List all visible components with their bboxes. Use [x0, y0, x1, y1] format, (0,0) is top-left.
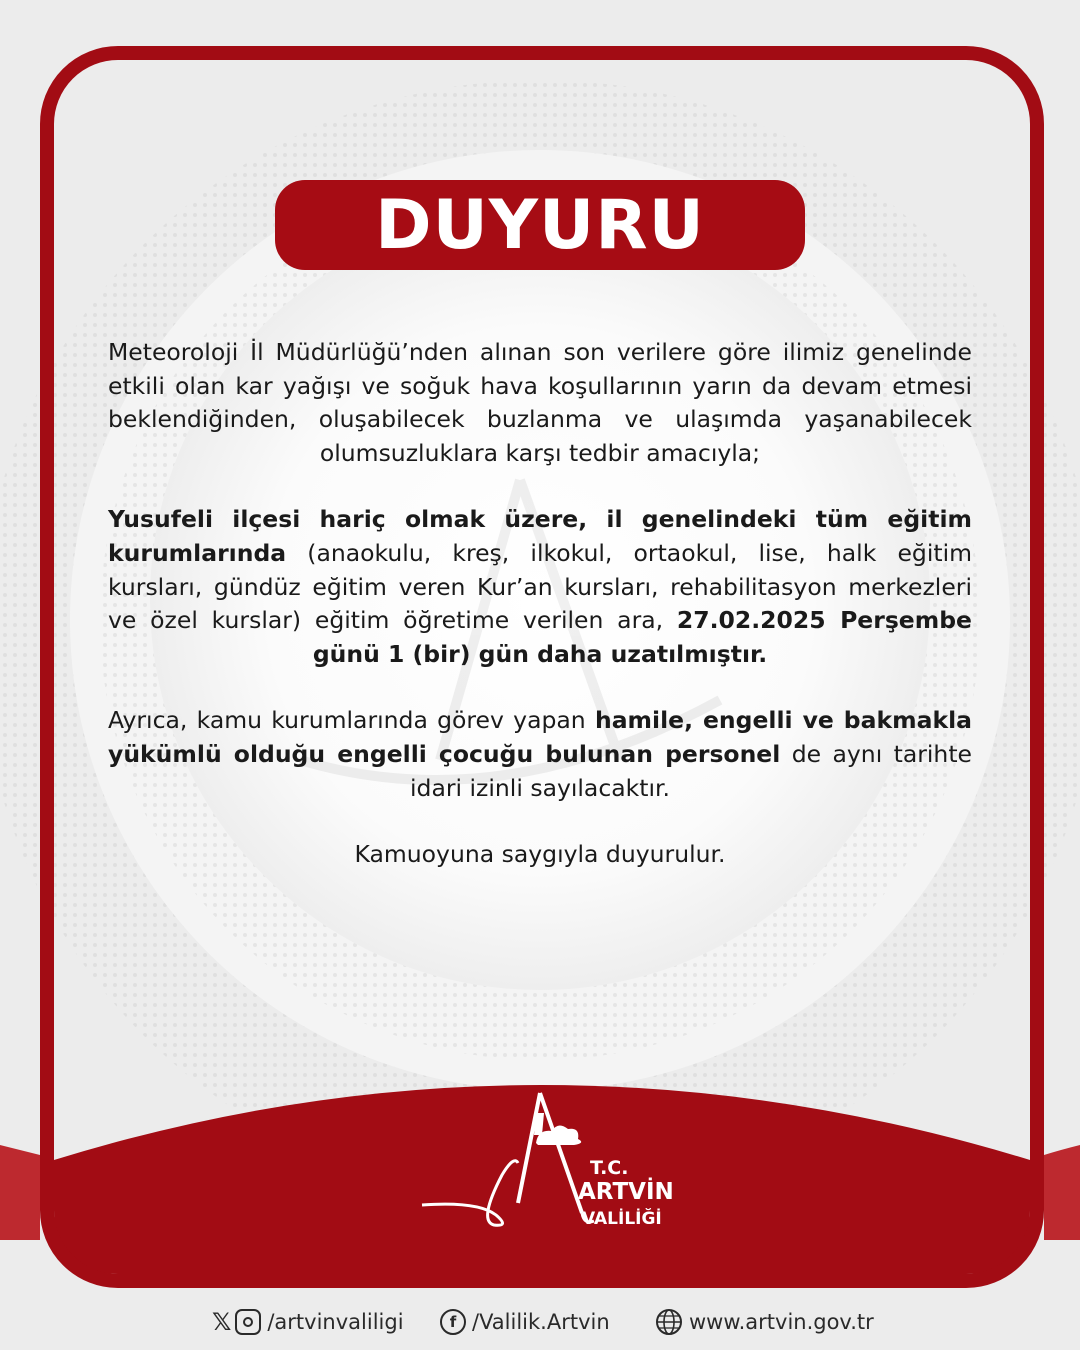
personnel-lead: Ayrıca, kamu kurumlarında görev yapan: [108, 706, 595, 735]
footer-website[interactable]: [655, 1300, 874, 1344]
logo-line-valiligi: VALİLİĞİ: [582, 1209, 662, 1229]
footer-social-bar: [0, 1300, 1080, 1344]
globe-icon[interactable]: [655, 1308, 683, 1336]
website-url[interactable]: www.artvin.gov.tr: [689, 1310, 874, 1334]
social-handle[interactable]: /artvinvaliligi: [267, 1310, 404, 1334]
announcement-body: [108, 336, 972, 872]
paragraph-personnel: [108, 704, 972, 805]
personnel-tail: de aynı tarihte idari izinli sayılacaktır.: [410, 739, 973, 802]
x-icon[interactable]: 𝕏: [212, 1308, 232, 1336]
decision-bold-tail: 27.02.2025 Perşembe günü 1 (bir) gün daha uzatılmıştır.: [312, 606, 972, 668]
closing-line: Kamuoyuna saygıyla duyurulur.: [354, 840, 726, 869]
footer-facebook[interactable]: [440, 1300, 610, 1344]
footer-x-instagram[interactable]: [212, 1300, 404, 1344]
title-banner: [275, 180, 805, 270]
paragraph-intro: Meteoroloji İl Müdürlüğü’nden alınan son verilere göre ilimiz genelinde etkili olan kar yağışı ve soğuk hava koşullarının yarın da devam etmesi beklendiğinden, oluşabilecek buzlanma ve ulaşımda yaşanabilecek olumsuzluklara karşı tedbir amacıyla;: [108, 338, 972, 467]
instagram-icon[interactable]: [235, 1309, 261, 1335]
facebook-handle[interactable]: /Valilik.Artvin: [472, 1310, 610, 1334]
paragraph-decision: [108, 503, 972, 671]
facebook-icon[interactable]: f: [440, 1309, 466, 1335]
decision-middle: (anaokulu, kreş, ilkokul, ortaokul, lise, halk eğitim kursları, gündüz eğitim veren Kur’an kursları, rehabilitasyon merkezleri ve özel kurslar) eğitim öğretime verilen ara,: [108, 538, 972, 635]
logo-line-artvin: ARTVİN: [578, 1179, 674, 1205]
personnel-bold: hamile, engelli ve bakmakla yükümlü olduğu engelli çocuğu bulunan personel: [108, 706, 972, 768]
artvin-valiligi-logo: [418, 1085, 674, 1245]
decision-bold-lead: Yusufeli ilçesi hariç olmak üzere, il genelindeki tüm eğitim kurumlarında: [108, 505, 972, 567]
page-title: DUYURU: [375, 185, 705, 265]
logo-line-tc: T.C.: [590, 1157, 629, 1179]
